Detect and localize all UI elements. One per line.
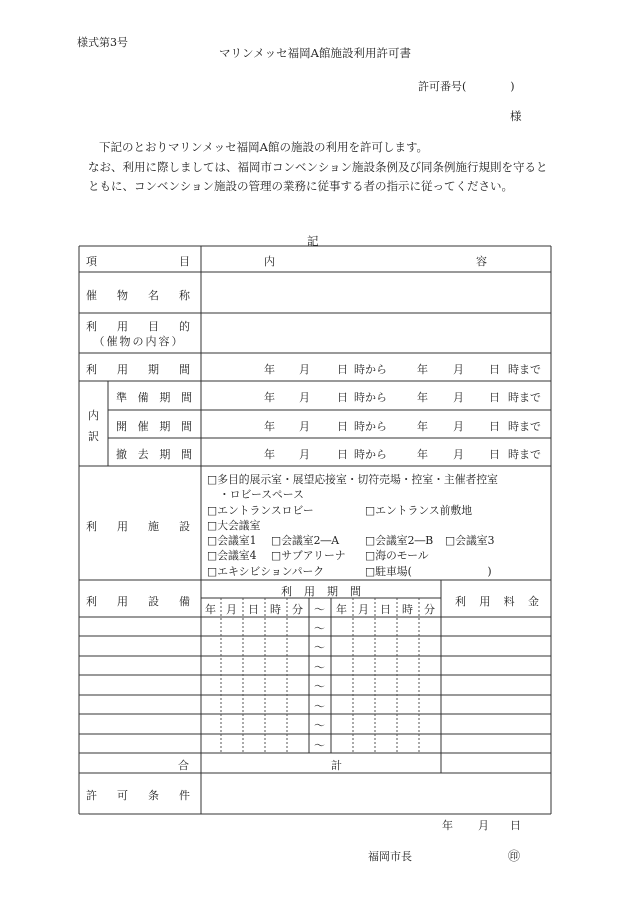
ki-heading: 記: [307, 234, 319, 248]
label-char: 施: [148, 520, 159, 533]
period-from: 時から: [354, 420, 387, 433]
period-col-head: 時: [270, 603, 281, 616]
label-char: 条: [148, 789, 159, 802]
header-item-char: 項: [86, 255, 97, 268]
label-char: 件: [179, 789, 190, 802]
conditions-label: [86, 787, 190, 803]
label-char: 期: [327, 585, 338, 598]
period-col-head: 時: [402, 603, 413, 616]
period-col-head: 分: [424, 603, 435, 616]
label-char: 間: [180, 448, 192, 461]
period-col-head: 分: [292, 603, 303, 616]
label-char: 利: [86, 363, 97, 376]
addressee-suffix: 様: [510, 109, 522, 123]
label-char: 物: [117, 289, 128, 302]
period-y1: 年: [264, 420, 275, 433]
label-char: 期: [159, 391, 171, 404]
label-char: 去: [137, 448, 149, 461]
usage-period-label: [86, 361, 190, 377]
period-m1: 月: [299, 420, 310, 433]
purpose-label: [86, 318, 190, 334]
footer-year: 年: [442, 819, 453, 832]
period-d2: 日: [489, 363, 500, 376]
facility-room3: □会議室3: [445, 534, 495, 547]
period-y1: 年: [264, 448, 275, 461]
label-char: 料: [503, 595, 515, 608]
label-char: 許: [86, 789, 97, 802]
period-m2: 月: [453, 420, 464, 433]
label-char: 用: [117, 595, 128, 608]
period-d1: 日: [337, 363, 348, 376]
label-char: 間: [180, 391, 192, 404]
breakdown-label-2: 訳: [88, 430, 99, 443]
period-col-head: 日: [248, 603, 259, 616]
purpose-sublabel: （催物の内容）: [93, 335, 185, 348]
header-item-char: 目: [179, 255, 190, 268]
tilde-mark: ～: [314, 680, 325, 693]
equipment-label: [86, 593, 190, 609]
label-char: 設: [179, 520, 190, 533]
equipment-period-label: [281, 583, 361, 599]
label-char: 用: [117, 363, 128, 376]
facility-exhibition-park: □エキシビションパーク: [207, 565, 325, 578]
period-m2: 月: [453, 448, 464, 461]
facility-multipurpose: □多目的展示室・展望応接室・切符売場・控室・主催者控室: [207, 473, 498, 486]
label-char: 間: [180, 420, 192, 433]
label-char: 撤: [116, 448, 127, 461]
label-char: 称: [179, 289, 190, 302]
period-until: 時まで: [508, 391, 541, 404]
period-col-head: 年: [205, 603, 216, 616]
prep-period-label: [116, 389, 192, 405]
period-col-head: 月: [358, 603, 369, 616]
facility-room2b: □会議室2―B: [365, 534, 434, 547]
total-label-right: 計: [331, 759, 342, 772]
period-d2: 日: [489, 420, 500, 433]
facility-lobby-space: ・ロビースペース: [219, 488, 304, 501]
footer-day: 日: [510, 819, 521, 832]
period-y2: 年: [417, 363, 428, 376]
label-char: 可: [117, 789, 128, 802]
period-d2: 日: [489, 391, 500, 404]
period-from: 時から: [354, 391, 387, 404]
label-char: 備: [137, 391, 149, 404]
fee-label: [455, 593, 539, 609]
seal-mark: ㊞: [508, 849, 521, 863]
label-char: 利: [281, 585, 292, 598]
body-line-2-text: なお、利用に際しましては、福岡市コンベンション施設条例及び同条例施行規則を守るとともに、コンベンション施設の管理の業務に従事する者の指示に従ってください。: [88, 159, 548, 193]
label-char: 利: [455, 595, 466, 608]
period-y1: 年: [264, 363, 275, 376]
period-col-head: ～: [314, 603, 325, 616]
label-char: 用: [117, 320, 128, 333]
period-col-head: 月: [226, 603, 237, 616]
label-char: 利: [86, 595, 97, 608]
event-name-label: [86, 287, 190, 303]
period-y2: 年: [417, 448, 428, 461]
header-item-cell: [86, 253, 190, 269]
footer-mayor: 福岡市長: [368, 850, 412, 863]
period-from: 時から: [354, 363, 387, 376]
removal-period-label: [116, 446, 192, 462]
period-d2: 日: [489, 448, 500, 461]
label-char: 期: [159, 448, 171, 461]
label-char: 開: [116, 420, 127, 433]
label-char: 催: [137, 420, 149, 433]
tilde-mark: ～: [314, 700, 325, 713]
label-char: 用: [117, 520, 128, 533]
label-char: 目: [148, 320, 159, 333]
facility-room4: □会議室4: [207, 549, 257, 562]
period-m1: 月: [299, 391, 310, 404]
period-col-head: 日: [380, 603, 391, 616]
header-content-2: 容: [476, 255, 487, 268]
label-char: 催: [86, 289, 97, 302]
label-char: 間: [350, 585, 361, 598]
facility-sub-arena: □サブアリーナ: [271, 549, 346, 562]
period-m1: 月: [299, 448, 310, 461]
breakdown-label-1: 内: [88, 409, 99, 422]
label-char: 準: [116, 391, 127, 404]
period-m2: 月: [453, 363, 464, 376]
period-until: 時まで: [508, 363, 541, 376]
period-col-head: 年: [336, 603, 347, 616]
facility-entrance-grounds: □エントランス前敷地: [365, 504, 473, 517]
label-char: 利: [86, 320, 97, 333]
period-until: 時まで: [508, 448, 541, 461]
label-char: 備: [179, 595, 190, 608]
period-m1: 月: [299, 363, 310, 376]
label-char: 間: [179, 363, 190, 376]
body-line-1: 下記のとおりマリンメッセ福岡A館の施設の利用を許可します。: [99, 140, 429, 154]
facility-entrance-lobby: □エントランスロビー: [207, 504, 314, 517]
period-d1: 日: [337, 391, 348, 404]
period-d1: 日: [337, 448, 348, 461]
period-y2: 年: [417, 391, 428, 404]
period-m2: 月: [453, 391, 464, 404]
facility-main-hall: □大会議室: [207, 519, 261, 532]
label-char: 金: [527, 595, 539, 608]
permit-number-field: 許可番号( ): [418, 80, 515, 93]
hold-period-label: [116, 418, 192, 434]
label-char: 名: [148, 289, 159, 302]
period-until: 時まで: [508, 420, 541, 433]
total-label-left: 合: [178, 759, 189, 772]
period-from: 時から: [354, 448, 387, 461]
tilde-mark: ～: [314, 739, 325, 752]
document-title: マリンメッセ福岡A館施設利用許可書: [219, 46, 411, 60]
label-char: 的: [179, 320, 190, 333]
facility-sea-mall: □海のモール: [365, 549, 429, 562]
facility-parking: □駐車場( ): [365, 565, 492, 578]
form-number: 様式第3号: [77, 36, 128, 49]
label-char: 利: [86, 520, 97, 533]
label-char: 用: [304, 585, 315, 598]
header-content-1: 内: [264, 255, 275, 268]
label-char: 用: [479, 595, 491, 608]
tilde-mark: ～: [314, 641, 325, 654]
label-char: 設: [148, 595, 159, 608]
period-d1: 日: [337, 420, 348, 433]
period-y1: 年: [264, 391, 275, 404]
tilde-mark: ～: [314, 622, 325, 635]
facility-room1: □会議室1: [207, 534, 257, 547]
tilde-mark: ～: [314, 719, 325, 732]
facility-label: [86, 518, 190, 534]
label-char: 期: [148, 363, 159, 376]
footer-month: 月: [478, 819, 489, 832]
period-y2: 年: [417, 420, 428, 433]
tilde-mark: ～: [314, 661, 325, 674]
label-char: 期: [159, 420, 171, 433]
facility-room2a: □会議室2―A: [271, 534, 340, 547]
